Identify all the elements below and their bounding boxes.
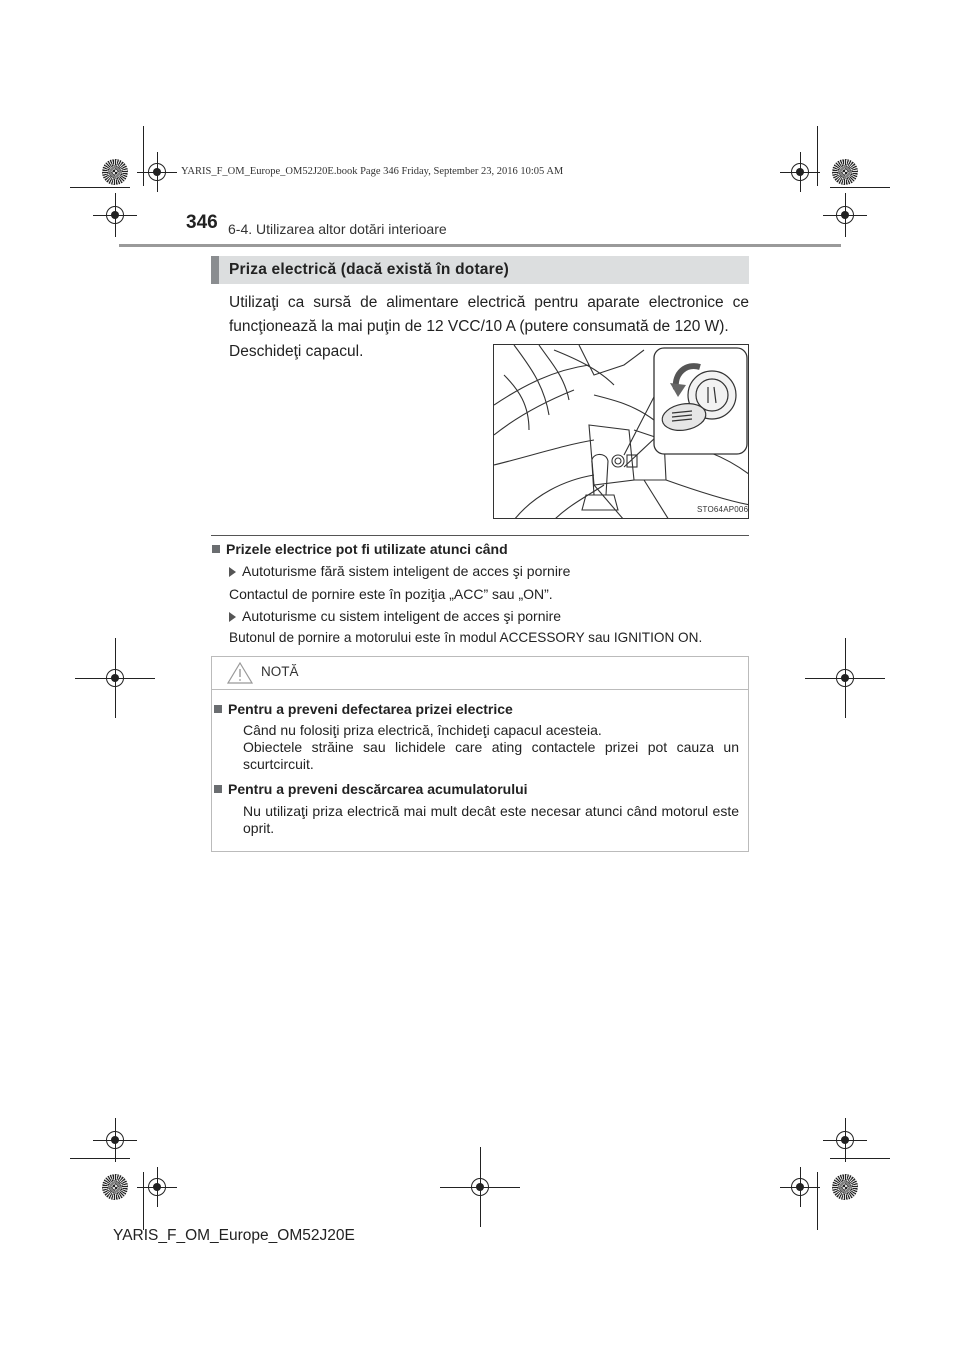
chapter-title: 6-4. Utilizarea altor dotări interioare — [228, 221, 447, 237]
warning-triangle-icon — [227, 661, 253, 685]
section-heading-text: Priza electrică (dacă există în dotare) — [229, 261, 510, 278]
notice-header — [212, 657, 748, 690]
square-bullet-icon — [214, 785, 222, 793]
case-text: Contactul de pornire este în poziţia „ACC” sau „ON”. — [229, 586, 553, 602]
figure-code: STO64AP006 — [697, 505, 749, 514]
notice-item-text: Nu utilizaţi priza electrică mai mult decât este necesar atunci când motorul este oprit. — [243, 803, 739, 836]
header-rule — [119, 244, 841, 247]
registration-disk-icon — [832, 1174, 858, 1200]
notice-item-text: Obiectele străine sau lichidele care ating contactele prizei pot cauza un scurtcircuit. — [243, 739, 739, 772]
notice-box — [211, 656, 749, 852]
notice-title: NOTĂ — [261, 664, 299, 679]
triangle-bullet-icon — [229, 612, 236, 622]
square-bullet-icon — [214, 705, 222, 713]
section-heading — [211, 256, 749, 284]
registration-disk-icon — [102, 159, 128, 185]
power-outlet-illustration — [493, 344, 749, 519]
intro-paragraph: Utilizaţi ca sursă de alimentare electrică pentru aparate electronice ce funcţionează la mai puţin de 12 VCC/10 A (putere consumată de 120 W). — [229, 294, 749, 335]
notice-item-title: Pentru a preveni descărcarea acumulatorului — [214, 781, 528, 797]
footer-code: YARIS_F_OM_Europe_OM52J20E — [113, 1227, 355, 1244]
page-number: 346 — [186, 212, 218, 233]
notice-item-title: Pentru a preveni defectarea prizei electrice — [214, 701, 513, 717]
registration-disk-icon — [832, 159, 858, 185]
square-bullet-icon — [212, 545, 220, 553]
case-label: Autoturisme cu sistem inteligent de acces şi pornire — [229, 608, 561, 624]
book-info: YARIS_F_OM_Europe_OM52J20E.book Page 346 Friday, September 23, 2016 10:05 AM — [181, 166, 564, 177]
step-instruction: Deschideţi capacul. — [229, 343, 364, 360]
info-heading: Prizele electrice pot fi utilizate atunci când — [212, 541, 508, 557]
dashboard-outlet-icon — [494, 345, 749, 519]
divider — [211, 535, 749, 536]
notice-item-text: Când nu folosiţi priza electrică, închideţi capacul acesteia. — [243, 722, 602, 738]
case-label: Autoturisme fără sistem inteligent de acces şi pornire — [229, 563, 570, 579]
registration-disk-icon — [102, 1174, 128, 1200]
case-text: Butonul de pornire a motorului este în modul ACCESSORY sau IGNITION ON. — [229, 630, 703, 645]
triangle-bullet-icon — [229, 567, 236, 577]
